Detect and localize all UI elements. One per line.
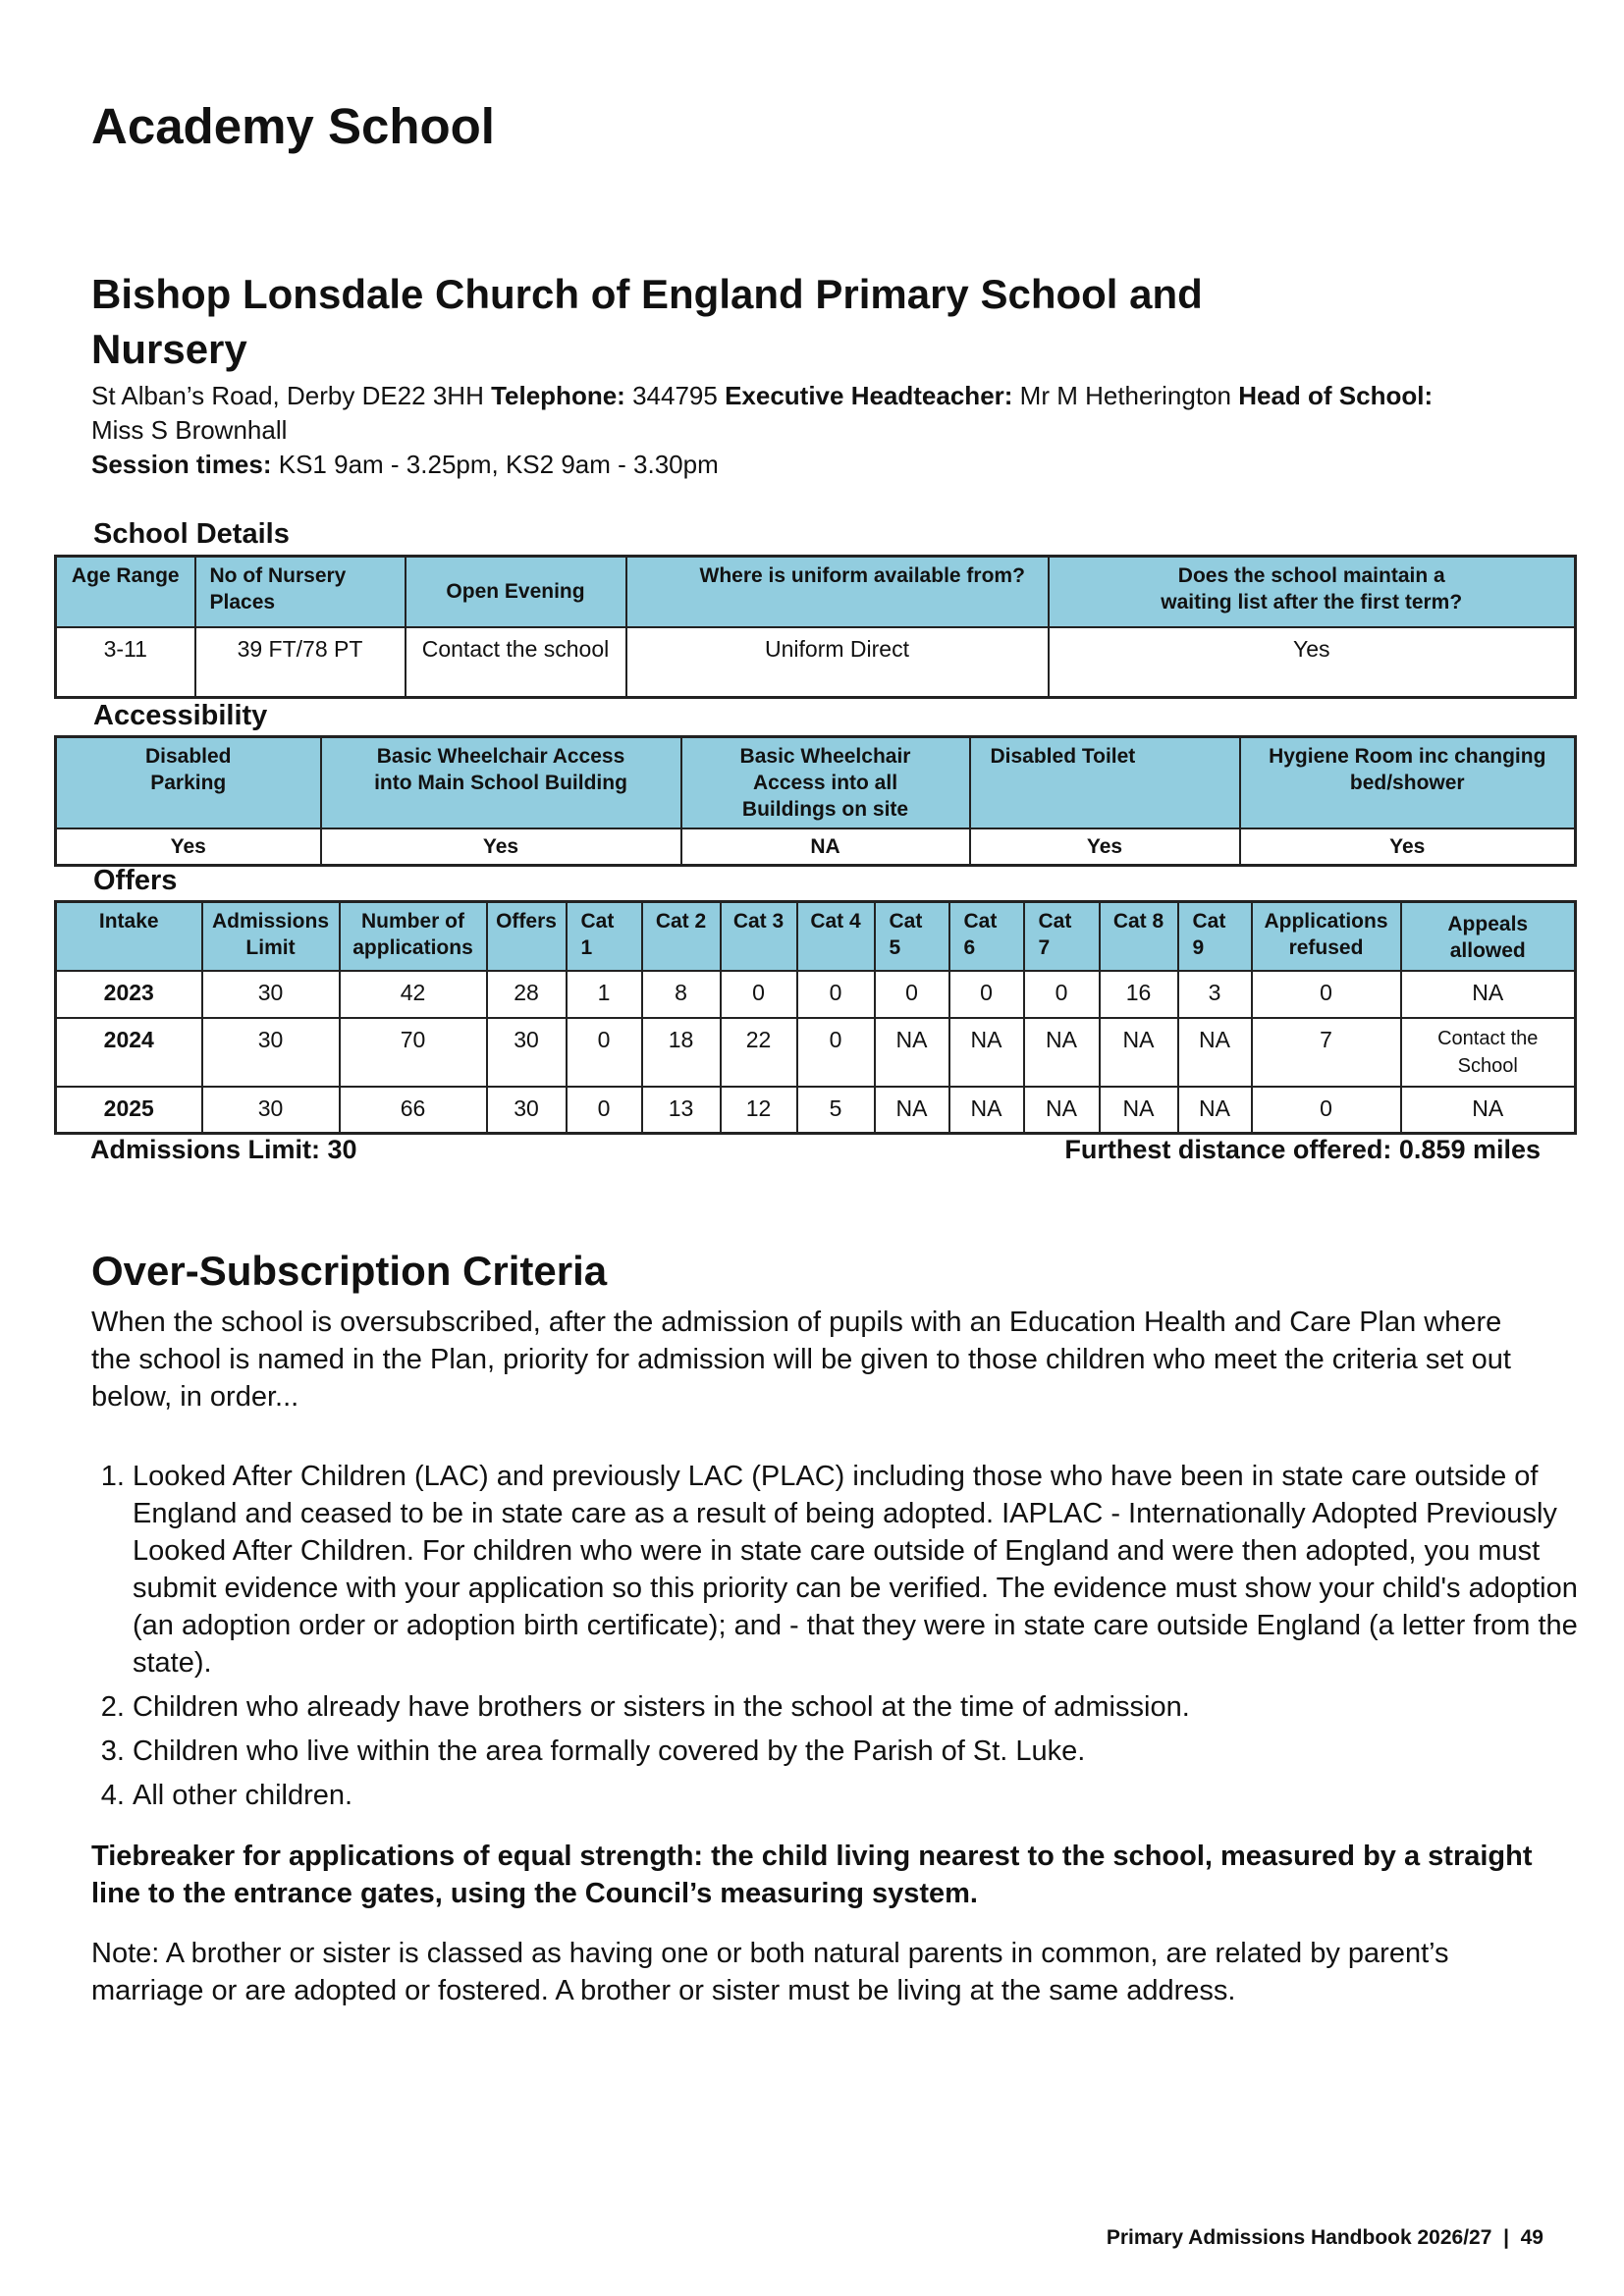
session-value: KS1 9am - 3.25pm, KS2 9am - 3.30pm — [278, 450, 719, 479]
cell-cat-1: 0 — [567, 1018, 642, 1087]
cell-age-range: 3-11 — [56, 627, 195, 698]
cell-waiting-list: Yes — [1049, 627, 1576, 698]
criteria-intro: When the school is oversubscribed, after the admission of pupils with an Education Health and Care Plan where the school is named in the Plan, priority for admission will be given to those children who meet the criteria set out below, in order... — [91, 1307, 1511, 1413]
sibling-note: Note: A brother or sister is classed as having one or both natural parents in common, are related by parent’s marriage or are adopted or fostered. A brother or sister must be living at the same address. — [91, 1938, 1449, 2006]
cell-cat-3: 22 — [721, 1018, 797, 1087]
offers-row-2024 — [56, 1018, 1576, 1087]
header-age-range: Age Range — [56, 557, 195, 627]
cell-intake: 2024 — [56, 1018, 202, 1087]
header-cat-9: Cat 9 — [1178, 902, 1252, 971]
cell-cat-2: 8 — [642, 971, 721, 1018]
school-details-title: School Details — [93, 518, 290, 550]
exec-head-value: Mr M Hetherington — [1019, 381, 1231, 410]
cell-appeals-allowed: Contact the School — [1401, 1018, 1576, 1087]
accessibility-table — [54, 735, 1577, 867]
exec-head-label: Executive Headteacher: — [725, 381, 1013, 410]
criteria-item: 3. Children who live within the area formally covered by the Parish of St. Luke. — [133, 1733, 1586, 1770]
cell-open-evening: Contact the school — [406, 627, 626, 698]
header-cat-1: Cat 1 — [567, 902, 642, 971]
criteria-title: Over-Subscription Criteria — [91, 1248, 608, 1294]
header-cat-8: Cat 8 — [1100, 902, 1178, 971]
head-value: Miss S Brownhall — [91, 415, 288, 445]
header-waiting-list: Does the school maintain a waiting list after the first term? — [1049, 557, 1576, 627]
school-details-table — [54, 555, 1577, 699]
school-address: St Alban’s Road, Derby DE22 3HH — [91, 381, 484, 410]
cell-cat-1: 0 — [567, 1087, 642, 1134]
cell-cat-3: 0 — [721, 971, 797, 1018]
cell-uniform: Uniform Direct — [626, 627, 1049, 698]
header-offers: Offers — [487, 902, 567, 971]
cell-admissions-limit: 30 — [202, 971, 340, 1018]
furthest-distance-summary: Furthest distance offered: 0.859 miles — [1064, 1135, 1541, 1164]
accessibility-header-row — [56, 737, 1576, 829]
header-hygiene-room: Hygiene Room inc changing bed/shower — [1240, 737, 1576, 829]
offers-row-2023 — [56, 971, 1576, 1018]
cell-offers: 30 — [487, 1018, 567, 1087]
cell-cat-6: NA — [949, 1087, 1024, 1134]
header-cat-6: Cat 6 — [949, 902, 1024, 971]
telephone-value: 344795 — [632, 381, 718, 410]
page-title: Academy School — [91, 98, 495, 154]
cell-cat-8: 16 — [1100, 971, 1178, 1018]
header-applications-refused: Applications refused — [1252, 902, 1401, 971]
page-footer: Primary Admissions Handbook 2026/27 | 49 — [1106, 2226, 1543, 2249]
criteria-item: 1. Looked After Children (LAC) and previously LAC (PLAC) including those who have been in state care outside of England and ceased to be in state care as a result of being adopted. IAPLAC - Internationally Adopted Previously Looked After Children. For children who were in state care outside of England and were then adopted, you must submit evidence with your application so this priority can be verified. The evidence must show your child's adoption (an adoption order or adoption birth certificate); and - that they were in state care outside England (a letter from the state). — [133, 1458, 1586, 1682]
session-label: Session times: — [91, 450, 272, 479]
offers-header-row — [56, 902, 1576, 971]
cell-cat-5: 0 — [875, 971, 949, 1018]
cell-cat-8: NA — [1100, 1018, 1178, 1087]
header-cat-5: Cat 5 — [875, 902, 949, 971]
header-appeals-allowed: Appeals allowed — [1401, 902, 1576, 971]
cell-offers: 28 — [487, 971, 567, 1018]
header-disabled-parking: Disabled Parking — [56, 737, 321, 829]
cell-cat-4: 5 — [797, 1087, 875, 1134]
cell-appeals-allowed: NA — [1401, 1087, 1576, 1134]
cell-cat-7: 0 — [1024, 971, 1100, 1018]
header-cat-4: Cat 4 — [797, 902, 875, 971]
cell-cat-2: 18 — [642, 1018, 721, 1087]
cell-cat-6: 0 — [949, 971, 1024, 1018]
header-wheelchair-all: Basic Wheelchair Access into all Buildings on site — [681, 737, 970, 829]
cell-disabled-parking: Yes — [56, 828, 321, 866]
cell-applications: 66 — [340, 1087, 487, 1134]
cell-applications-refused: 0 — [1252, 1087, 1401, 1134]
header-cat-3: Cat 3 — [721, 902, 797, 971]
criteria-list — [91, 1458, 1586, 1821]
header-number-of-applications: Number of applications — [340, 902, 487, 971]
cell-cat-4: 0 — [797, 1018, 875, 1087]
cell-offers: 30 — [487, 1087, 567, 1134]
offers-table — [54, 900, 1577, 1135]
header-nursery-places: No of Nursery Places — [195, 557, 406, 627]
admissions-limit-summary: Admissions Limit: 30 — [90, 1135, 357, 1164]
cell-wheelchair-main: Yes — [321, 828, 681, 866]
offers-row-2025 — [56, 1087, 1576, 1134]
cell-applications-refused: 0 — [1252, 971, 1401, 1018]
header-disabled-toilet: Disabled Toilet — [970, 737, 1240, 829]
header-admissions-limit: Admissions Limit — [202, 902, 340, 971]
criteria-item: 2. Children who already have brothers or sisters in the school at the time of admission. — [133, 1688, 1586, 1726]
accessibility-row — [56, 828, 1576, 866]
cell-intake: 2023 — [56, 971, 202, 1018]
cell-cat-1: 1 — [567, 971, 642, 1018]
cell-applications-refused: 7 — [1252, 1018, 1401, 1087]
cell-cat-2: 13 — [642, 1087, 721, 1134]
cell-admissions-limit: 30 — [202, 1018, 340, 1087]
school-details-row — [56, 627, 1576, 698]
cell-disabled-toilet: Yes — [970, 828, 1240, 866]
telephone-label: Telephone: — [491, 381, 625, 410]
accessibility-title: Accessibility — [93, 700, 268, 731]
header-wheelchair-main: Basic Wheelchair Access into Main School Building — [321, 737, 681, 829]
school-details-header-row — [56, 557, 1576, 627]
cell-cat-5: NA — [875, 1087, 949, 1134]
header-cat-2: Cat 2 — [642, 902, 721, 971]
cell-cat-7: NA — [1024, 1018, 1100, 1087]
cell-hygiene-room: Yes — [1240, 828, 1576, 866]
cell-cat-5: NA — [875, 1018, 949, 1087]
cell-admissions-limit: 30 — [202, 1087, 340, 1134]
tiebreaker-text: Tiebreaker for applications of equal strength: the child living nearest to the school, measured by a straight line to the entrance gates, using the Council’s measuring system. — [91, 1841, 1533, 1909]
header-intake: Intake — [56, 902, 202, 971]
school-contact-info — [91, 379, 1486, 482]
cell-cat-9: NA — [1178, 1018, 1252, 1087]
cell-appeals-allowed: NA — [1401, 971, 1576, 1018]
cell-cat-3: 12 — [721, 1087, 797, 1134]
header-open-evening: Open Evening — [406, 557, 626, 627]
criteria-item: 4. All other children. — [133, 1777, 1586, 1814]
cell-cat-9: 3 — [1178, 971, 1252, 1018]
header-uniform: Where is uniform available from? — [626, 557, 1049, 627]
cell-applications: 42 — [340, 971, 487, 1018]
header-cat-7: Cat 7 — [1024, 902, 1100, 971]
head-label: Head of School: — [1238, 381, 1434, 410]
cell-cat-4: 0 — [797, 971, 875, 1018]
cell-cat-7: NA — [1024, 1087, 1100, 1134]
school-name: Bishop Lonsdale Church of England Primary School and Nursery — [91, 271, 1203, 372]
cell-cat-9: NA — [1178, 1087, 1252, 1134]
cell-applications: 70 — [340, 1018, 487, 1087]
cell-cat-8: NA — [1100, 1087, 1178, 1134]
cell-intake: 2025 — [56, 1087, 202, 1134]
cell-cat-6: NA — [949, 1018, 1024, 1087]
cell-wheelchair-all: NA — [681, 828, 970, 866]
offers-title: Offers — [93, 865, 178, 896]
cell-nursery-places: 39 FT/78 PT — [195, 627, 406, 698]
